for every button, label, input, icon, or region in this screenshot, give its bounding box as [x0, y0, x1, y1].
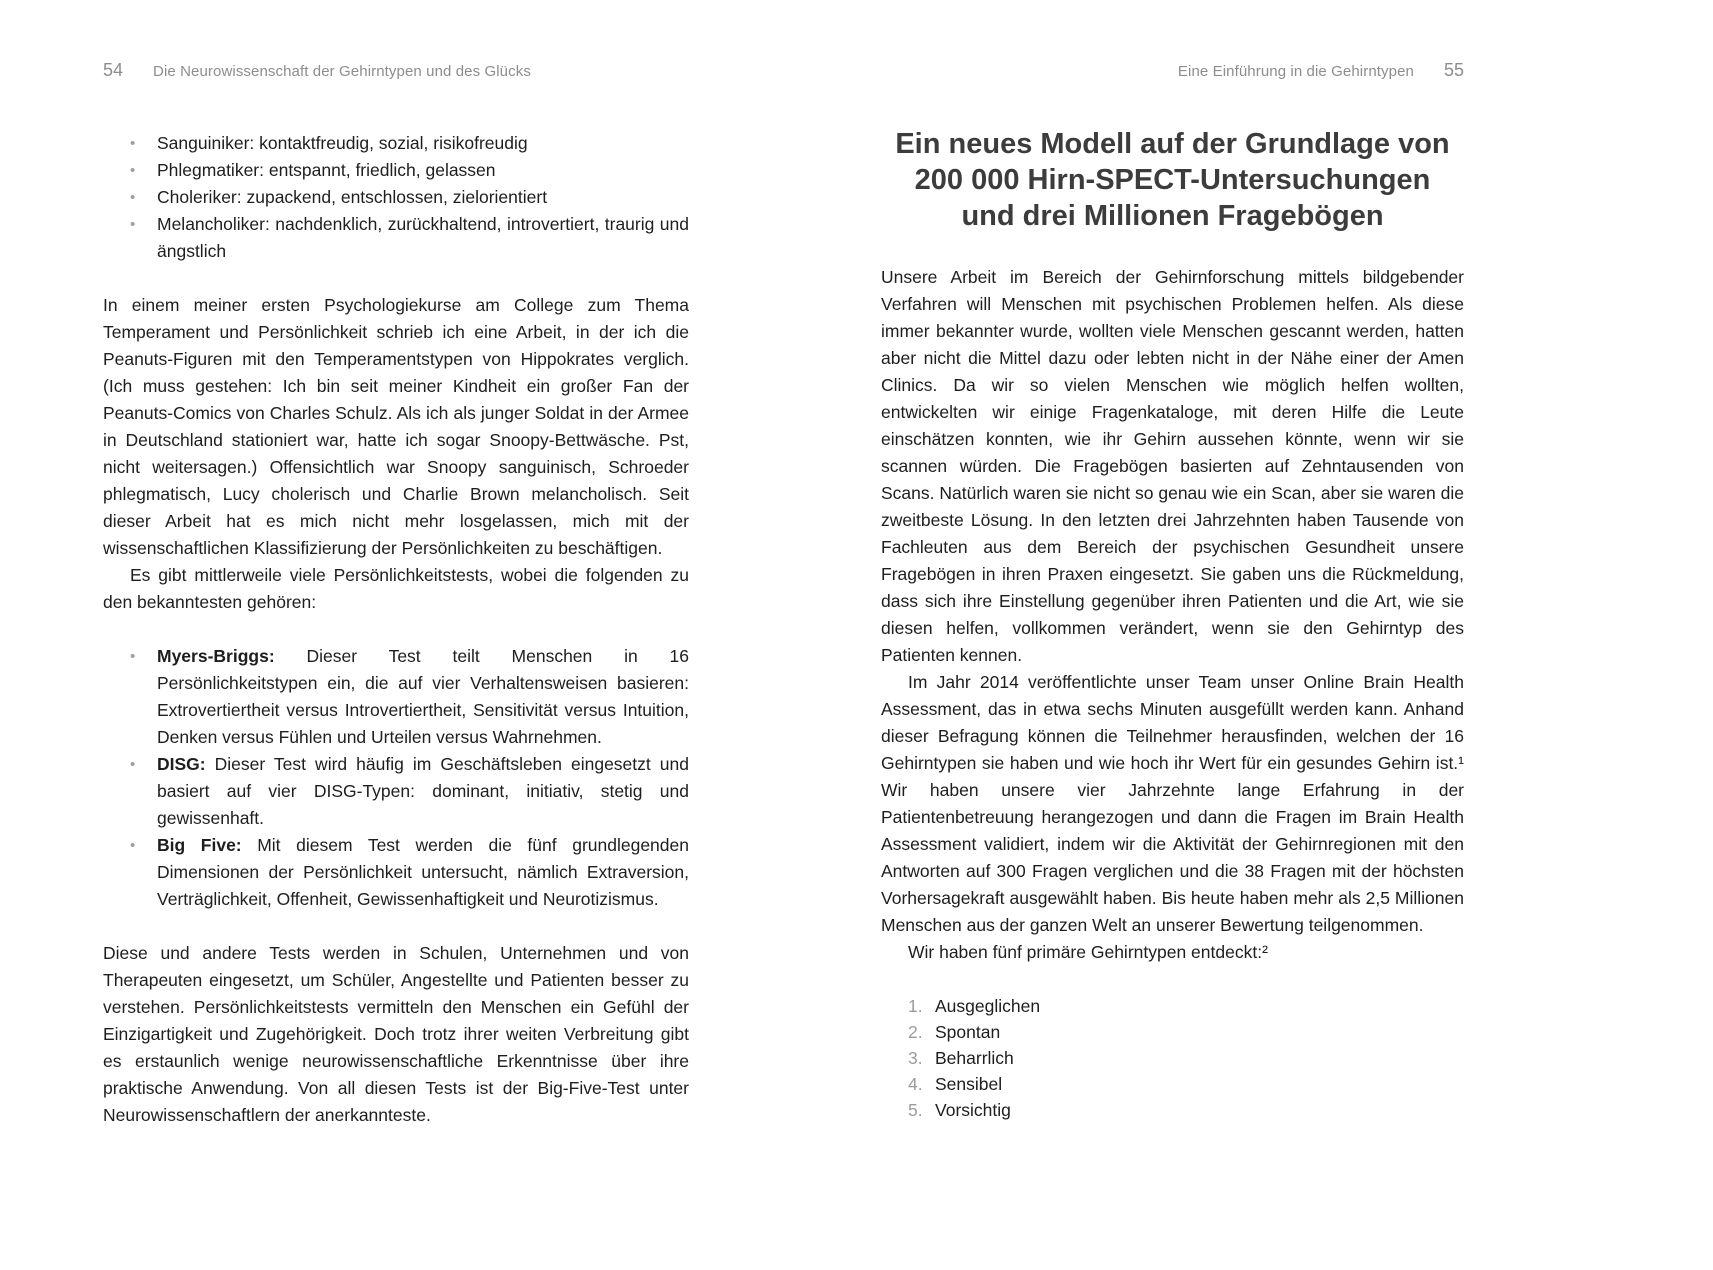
running-head-right-page: [881, 60, 1464, 81]
test-name: Big Five:: [157, 835, 242, 855]
test-description: Dieser Test wird häufig im Geschäftsleben eingesetzt und basiert auf vier DISG-Typen: dominant, initiativ, stetig und gewissenhaft.: [157, 754, 689, 828]
bullet-text: Choleriker: zupackend, entschlossen, zielorientiert: [157, 187, 548, 207]
heading-line: Ein neues Modell auf der Grundlage von: [895, 128, 1450, 160]
list-number: 3.: [908, 1048, 923, 1068]
list-number: 4.: [908, 1074, 923, 1094]
bullet-text: Sanguiniker: kontaktfreudig, sozial, risikofreudig: [157, 133, 528, 153]
brain-type-label: Vorsichtig: [935, 1100, 1011, 1120]
heading-line: 200 000 Hirn-SPECT-Untersuchungen: [914, 164, 1431, 196]
list-item: [881, 1019, 1464, 1045]
bullet-icon: •: [130, 135, 136, 152]
bullet-text: Melancholiker: nachdenklich, zurückhaltend, introvertiert, traurig und ängstlich: [157, 214, 689, 261]
bullet-icon: •: [130, 756, 136, 773]
chapter-section-heading: [881, 126, 1464, 234]
running-head-right-text: Eine Einführung in die Gehirntypen: [1177, 63, 1414, 80]
list-item: [881, 1045, 1464, 1071]
test-name: DISG:: [157, 754, 206, 774]
list-item: [103, 184, 689, 211]
paragraph-tests-intro: Es gibt mittlerweile viele Persönlichkeitstests, wobei die folgenden zu den bekanntesten gehören:: [103, 565, 689, 612]
page-number-left: 54: [103, 60, 124, 80]
bullet-text: [157, 751, 689, 832]
list-item: [103, 130, 689, 157]
list-item: [881, 993, 1464, 1019]
bullet-icon: •: [130, 162, 136, 179]
bullet-icon: •: [130, 648, 136, 665]
brain-types-numbered-list: [881, 993, 1464, 1123]
right-page-text-column: [881, 126, 1464, 1123]
list-item: [103, 157, 689, 184]
test-description: Mit diesem Test werden die fünf grundlegenden Dimensionen der Persönlichkeit untersucht, nämlich Extraversion, Verträglichkeit, Offenheit, Gewissenhaftigkeit und Neurotizismus.: [157, 835, 689, 909]
list-item: [103, 643, 689, 751]
brain-type-label: Sensibel: [935, 1074, 1003, 1094]
list-number: 2.: [908, 1022, 923, 1042]
brain-type-label: Ausgeglichen: [935, 996, 1041, 1016]
bullet-text: [157, 643, 689, 751]
paragraph-online-assessment: Im Jahr 2014 veröffentlichte unser Team unser Online Brain Health Assessment, das in etwa sechs Minuten ausgefüllt werden kann. Anhand dieser Befragung können die Teilnehmer herausfinden, welchen der 16 Gehirntypen sie haben und wie hoch ihr Wert für ein gesundes Gehirn ist.¹ Wir haben unsere vier Jahrzehnte lange Erfahrung in der Patientenbetreuung herangezogen und dann die Fragen im Brain Health Assessment validiert, indem wir die Aktivität der Gehirnregionen mit den Antworten auf 300 Fragen verglichen und die 38 Fragen mit der höchsten Vorhersagekraft ausgewählt haben. Bis heute haben mehr als 2,5 Millionen Menschen aus der ganzen Welt an unserer Bewertung teilgenommen.: [881, 672, 1464, 935]
list-item: [103, 751, 689, 832]
heading-line: und drei Millionen Fragebögen: [961, 200, 1384, 232]
bullet-icon: •: [130, 216, 136, 233]
bullet-icon: •: [130, 837, 136, 854]
bullet-text: [157, 832, 689, 913]
list-item: [103, 832, 689, 913]
brain-type-label: Beharrlich: [935, 1048, 1014, 1068]
test-description: Dieser Test teilt Menschen in 16 Persönlichkeitstypen ein, die auf vier Verhaltensweisen basieren: Extrovertiertheit versus Introvertiertheit, Sensitivität versus Intuition, Denken versus Fühlen und Urteilen versus Wahrnehmen.: [157, 646, 689, 747]
brain-type-label: Spontan: [935, 1022, 1001, 1042]
bullet-icon: •: [130, 189, 136, 206]
paragraph-tests-usage: Diese und andere Tests werden in Schulen, Unternehmen und von Therapeuten eingesetzt, um Schüler, Angestellte und Patienten besser zu verstehen. Persönlichkeitstests vermitteln den Menschen ein Gefühl der Einzigartigkeit und Zugehörigkeit. Doch trotz ihrer weiten Verbreitung gibt es erstaunlich wenige neurowissenschaftliche Erkenntnisse über ihre praktische Anwendung. Von all diesen Tests ist der Big-Five-Test unter Neurowissenschaftlern der anerkannteste.: [103, 943, 689, 1125]
list-item: [881, 1097, 1464, 1123]
running-head-left-page: [103, 60, 531, 81]
paragraph-college-essay: In einem meiner ersten Psychologiekurse am College zum Thema Temperament und Persönlichkeit schrieb ich eine Arbeit, in der ich die Peanuts-Figuren mit den Temperamentstypen von Hippokrates verglich. (Ich muss gestehen: Ich bin seit meiner Kindheit ein großer Fan der Peanuts-Comics von Charles Schulz. Als ich als junger Soldat in der Armee in Deutschland stationiert war, hatte ich sogar Snoopy-Bettwäsche. Pst, nicht weitersagen.) Offensichtlich war Snoopy sanguinisch, Schroeder phlegmatisch, Lucy cholerisch und Charlie Brown melancholisch. Seit dieser Arbeit hat es mich nicht mehr losgelassen, mich mit der wissenschaftlichen Klassifizierung der Persönlichkeiten zu beschäftigen.: [103, 295, 689, 558]
left-page-text-column: [103, 130, 689, 1129]
personality-tests-bullet-list: [103, 643, 689, 913]
running-head-left-text: Die Neurowissenschaft der Gehirntypen und des Glücks: [153, 63, 531, 80]
list-item: [103, 211, 689, 265]
temperament-bullet-list: [103, 130, 689, 265]
page-number-right: 55: [1443, 60, 1464, 80]
bullet-text: Phlegmatiker: entspannt, friedlich, gelassen: [157, 160, 496, 180]
list-number: 5.: [908, 1100, 923, 1120]
list-item: [881, 1071, 1464, 1097]
test-name: Myers-Briggs:: [157, 646, 275, 666]
paragraph-brain-types-intro: Wir haben fünf primäre Gehirntypen entdeckt:²: [908, 942, 1268, 962]
paragraph-brain-imaging-work: Unsere Arbeit im Bereich der Gehirnforschung mittels bildgebender Verfahren will Menschen mit psychischen Problemen helfen. Als diese immer bekannter wurde, wollten viele Menschen gescannt werden, hatten aber nicht die Mittel dazu oder lebten nicht in der Nähe einer der Amen Clinics. Da wir so vielen Menschen wie möglich helfen wollten, entwickelten wir einige Fragenkataloge, mit deren Hilfe die Leute einschätzen konnten, wie ihr Gehirn aussehen könnte, wenn wir sie scannen würden. Die Fragebögen basierten auf Zehntausenden von Scans. Natürlich waren sie nicht so genau wie ein Scan, aber sie waren die zweitbeste Lösung. In den letzten drei Jahrzehnten haben Tausende von Fachleuten aus dem Bereich der psychischen Gesundheit unsere Fragebögen in ihren Praxen eingesetzt. Sie gaben uns die Rückmeldung, dass sich ihre Einstellung gegenüber ihren Patienten und die Art, wie sie diesen helfen, vollkommen verändert, wenn sie den Gehirntyp des Patienten kennen.: [881, 267, 1464, 665]
list-number: 1.: [908, 996, 923, 1016]
